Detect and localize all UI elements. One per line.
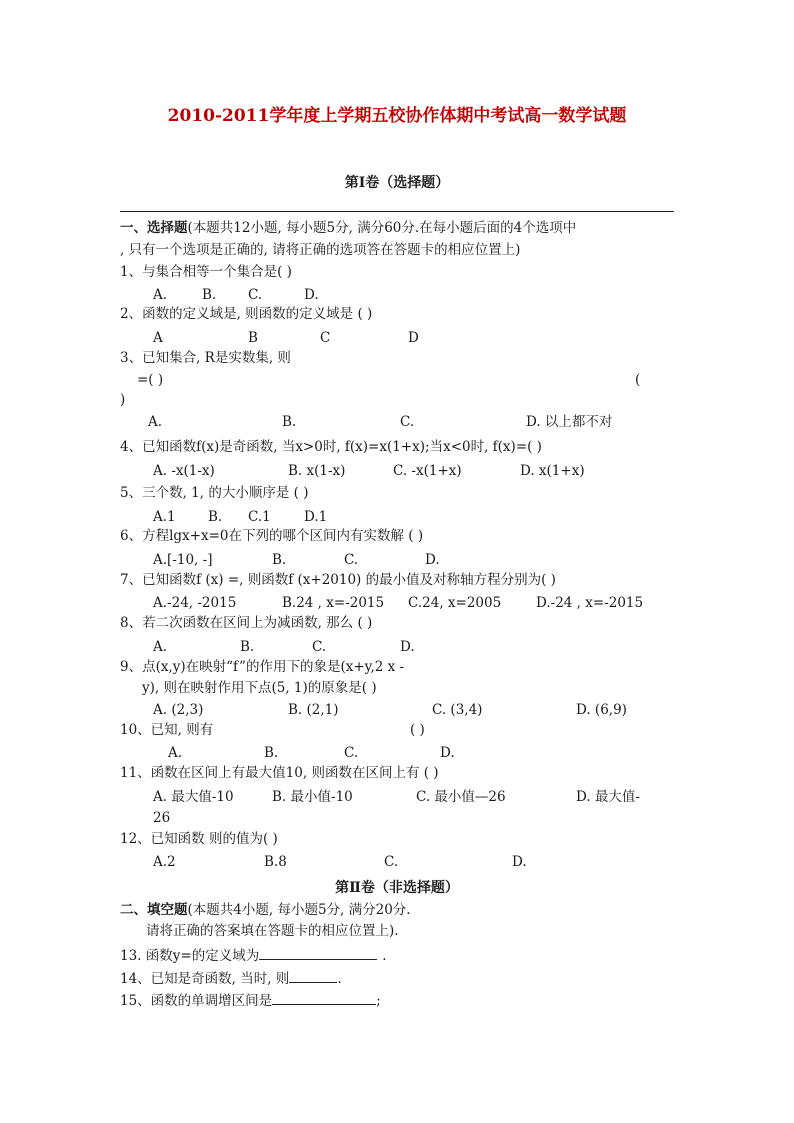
q15-line [120, 991, 381, 1009]
q10-option-b: B. [264, 745, 279, 761]
q1-option-d: D. [304, 287, 319, 303]
q6-stem: 6、方程lgx+x=0在下列的哪个区间内有实数解 ( ) [120, 528, 424, 544]
section1-line1 [120, 220, 576, 236]
q10-option-c: C. [344, 745, 359, 761]
q11-option-a: A. 最大值-10 [153, 789, 234, 805]
section1-instructions: (本题共12小题, 每小题5分, 满分60分.在每小题后面的4个选项中 [187, 220, 577, 236]
q4-option-b: B. x(1-x) [288, 463, 346, 479]
q7-option-d: D.-24 , x=-2015 [536, 595, 644, 611]
q2-option-a: A [153, 330, 163, 346]
q12-option-d: D. [512, 854, 527, 870]
q8-stem: 8、若二次函数在区间上为减函数, 那么 ( ) [120, 615, 373, 631]
section2-instructions: (本题共4小题, 每小题5分, 满分20分. [187, 902, 411, 918]
divider-line [120, 211, 674, 212]
q13-line [120, 946, 387, 964]
q9-option-d: D. (6,9) [576, 702, 627, 718]
q7-option-b: B.24 , x=-2015 [282, 595, 385, 611]
q4-stem: 4、已知函数f(x)是奇函数, 当x>0时, f(x)=x(1+x);当x<0时, f(x)=( ) [120, 439, 542, 455]
q12-option-a: A.2 [153, 854, 176, 870]
q10-answer-paren: ( ) [410, 722, 425, 738]
q3-paren-close: ) [120, 392, 126, 408]
q7-stem: 7、已知函数f (x) =, 则函数f (x+2010) 的最小值及对称轴方程分别为( ) [120, 572, 556, 588]
q6-option-b: B. [272, 552, 287, 568]
q4-option-d: D. x(1+x) [520, 463, 585, 479]
q12-option-b: B.8 [264, 854, 287, 870]
q3-option-d: D. 以上都不对 [526, 414, 613, 430]
section2-line1 [120, 902, 411, 918]
q14-answer-blank[interactable] [289, 969, 337, 983]
q11-stem: 11、函数在区间上有最大值10, 则函数在区间上有 ( ) [120, 765, 439, 781]
q8-option-c: C. [312, 639, 327, 655]
q15-end: ; [376, 993, 381, 1009]
q3-stem: 3、已知集合, R是实数集, 则 [120, 350, 291, 366]
q11-option-b: B. 最小值-10 [272, 789, 353, 805]
q4-option-a: A. -x(1-x) [153, 463, 215, 479]
q14-line [120, 969, 342, 987]
q5-option-d: D.1 [304, 509, 328, 525]
q14-stem: 14、已知是奇函数, 当时, 则 [120, 971, 290, 987]
q15-answer-blank[interactable] [272, 991, 376, 1005]
q1-option-b: B. [202, 287, 217, 303]
exam-title: 2010-2011学年度上学期五校协作体期中考试高一数学试题 [167, 106, 627, 126]
q2-option-c: C [320, 330, 331, 346]
q13-stem: 13. 函数y=的定义域为 [120, 948, 260, 964]
part2-heading: 第Ⅱ卷（非选择题） [335, 880, 459, 896]
q9-stem: 9、点(x,y)在映射“f”的作用下的象是(x+y,2 x - [120, 659, 405, 675]
q5-stem: 5、三个数, 1, 的大小顺序是 ( ) [120, 485, 309, 501]
q3-option-b: B. [282, 414, 297, 430]
q5-option-a: A.1 [153, 509, 176, 525]
section1-line2: , 只有一个选项是正确的, 请将正确的选项答在答题卡的相应位置上) [120, 242, 521, 258]
q14-end: . [337, 971, 342, 987]
q11-option-c: C. 最小值—26 [416, 789, 506, 805]
section2-line2: 请将正确的答案填在答题卡的相应位置上). [146, 923, 399, 939]
q11-option-d-cont: 26 [153, 810, 171, 826]
q8-option-d: D. [400, 639, 415, 655]
q6-option-a: A.[-10, -] [153, 552, 213, 568]
q2-option-d: D [408, 330, 419, 346]
q1-option-c: C. [248, 287, 263, 303]
q10-option-a: A. [168, 745, 183, 761]
q2-stem: 2、函数的定义域是, 则函数的定义域是 ( ) [120, 306, 373, 322]
q3-option-c: C. [400, 414, 415, 430]
q5-option-c: C.1 [248, 509, 271, 525]
q7-option-c: C.24, x=2005 [408, 595, 502, 611]
q1-stem: 1、与集合相等一个集合是( ) [120, 264, 292, 280]
q8-option-a: A. [153, 639, 168, 655]
q4-option-c: C. -x(1+x) [393, 463, 462, 479]
q3-paren-open: ( [635, 372, 641, 388]
q9-option-c: C. (3,4) [432, 702, 483, 718]
q11-option-d: D. 最大值- [576, 789, 640, 805]
q10-option-d: D. [440, 745, 455, 761]
q9-stem-cont: y), 则在映射作用下点(5, 1)的原象是( ) [142, 680, 377, 696]
q1-option-a: A. [153, 287, 168, 303]
q3-option-a: A. [148, 414, 163, 430]
q10-stem: 10、已知, 则有 [120, 722, 214, 738]
q7-option-a: A.-24, -2015 [153, 595, 237, 611]
q6-option-d: D. [425, 552, 440, 568]
q5-option-b: B. [208, 509, 223, 525]
q9-option-a: A. (2,3) [153, 702, 204, 718]
q12-stem: 12、已知函数 则的值为( ) [120, 831, 278, 847]
q13-answer-blank[interactable] [259, 946, 377, 960]
q15-stem: 15、函数的单调增区间是 [120, 993, 273, 1009]
q3-stem-cont: =( ) [137, 372, 164, 388]
section1-label: 一、选择题 [120, 220, 188, 236]
q12-option-c: C. [384, 854, 399, 870]
part1-heading: 第I卷（选择题） [344, 175, 450, 191]
q8-option-b: B. [240, 639, 255, 655]
q2-option-b: B [248, 330, 258, 346]
section2-label: 二、填空题 [120, 902, 188, 918]
q6-option-c: C. [344, 552, 359, 568]
q13-end: . [382, 948, 387, 964]
q9-option-b: B. (2,1) [288, 702, 339, 718]
